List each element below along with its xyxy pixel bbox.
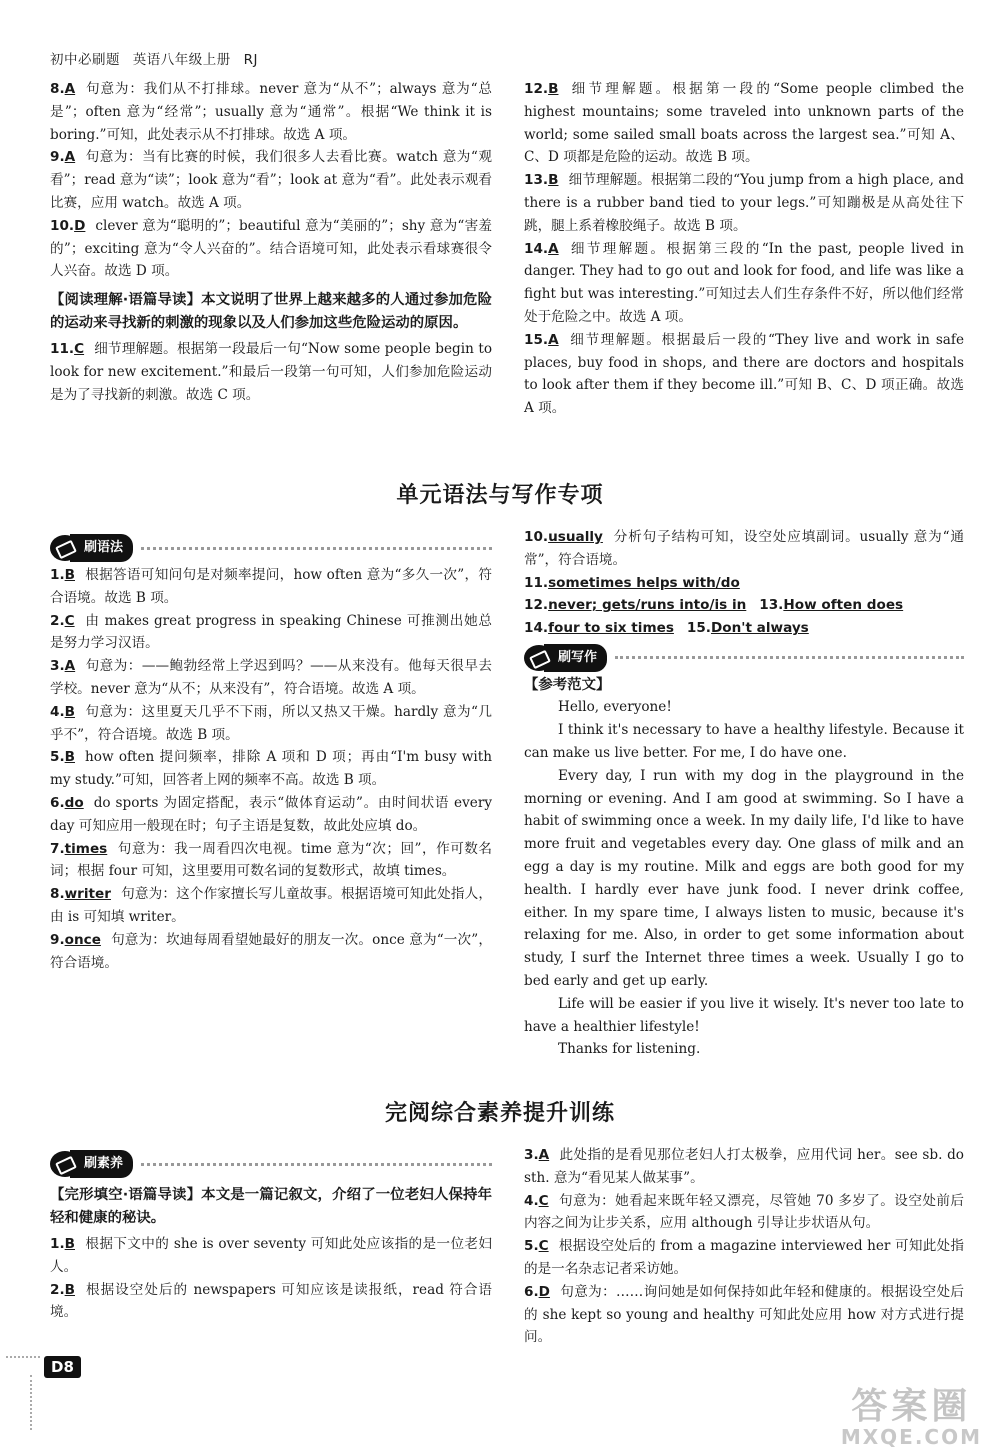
answer-item: 10.D clever 意为“聪明的”；beautiful 意为“美丽的”；shy 意为“害羞的”；exciting 意为“令人兴奋的”。结合语境可知，此处表示看球赛很令人兴奋。故选 D 项。 — [50, 217, 492, 280]
corner-dots — [6, 1356, 40, 1358]
answer-item: 13.B 细节理解题。根据第二段的“You jump from a high place, and there is a rubber band tied to your legs.”可知蹦极是从高处往下跳，腿上系着橡胶绳子。故选 B 项。 — [524, 172, 964, 234]
edition: RJ — [243, 52, 258, 68]
answer-item: 1.B 根据下文中的 she is over seventy 可知此处应该指的是一位老妇人。 — [50, 1236, 492, 1275]
grammar-badge: 刷语法 — [50, 534, 492, 562]
page-number: D8 — [44, 1356, 81, 1378]
answer-item: 14.A 细节理解题。根据第三段的“In the past, people lived in danger. They had to go out and look for food, and life was like a fight but was interesting.”可知过去人们生存条件不好，所以他们经常处于危险之中。故选 A 项。 — [524, 240, 964, 325]
essay-paragraph: Thanks for listening. — [558, 1041, 701, 1058]
book-title: 英语八年级上册 — [132, 52, 231, 68]
brush-icon — [524, 645, 554, 671]
page-header — [50, 48, 266, 68]
grammar-column — [50, 534, 492, 974]
essay-paragraph: Every day, I run with my dog in the playground in the morning or evening. And I am good at swimming. So I have a habit of swimming once a week. In my daily life, I'd like to have more fruit and vegetables every day. One glass of milk and an egg a day is my routine. Milk and eggs are both good for my health. I hardly ever have junk food. I never drink coffee, either. In my spare time, I always listen to music, because it's relaxing for me. Also, in order to get some information about study, I surf the Internet three times a week. Usually I go to bed early and get up early. — [524, 767, 964, 990]
corner-dots — [30, 1375, 32, 1430]
answer-item: 1.B 根据答语可知问句是对频率提问，how often 意为“多久一次”，符合语境。故选 B 项。 — [50, 567, 492, 606]
answer-item: 3.A 此处指的是看见那位老妇人打太极拳，应用代词 her。see sb. do sth. 意为“看见某人做某事”。 — [524, 1147, 964, 1186]
answer-item: 10.usually 分析句子结构可知，设空处应填副词。usually 意为“通常”，符合语境。 — [524, 529, 964, 568]
answer-item: 9.once 句意为：坎迪每周看望她最好的朋友一次。once 意为“一次”，符合语境。 — [50, 931, 492, 971]
reading-intro: 【阅读理解·语篇导读】本文说明了世界上越来越多的人通过参加危险的运动来寻找新的刺激的现象以及人们参加这些危险运动的原因。 — [50, 292, 492, 331]
series-title: 初中必刷题 — [50, 52, 120, 68]
essay-paragraph: Life will be easier if you live it wisely. It's never too late to have a healthier lifestyle! — [524, 995, 964, 1035]
writing-badge: 刷写作 — [524, 644, 964, 672]
answer-item: 2.C 由 makes great progress in speaking Chinese 可推测出她总是努力学习汉语。 — [50, 612, 492, 652]
top-right-column — [524, 78, 964, 420]
answer-item: 4.C 句意为：她看起来既年轻又漂亮，尽管她 70 多岁了。设空处前后内容之间为让步关系，应用 although 引导让步状语从句。 — [524, 1192, 964, 1232]
answer-item: 4.B 句意为：这里夏天几乎不下雨，所以又热又干燥。hardly 意为“几乎不”，符合语境。故选 B 项。 — [50, 703, 492, 743]
quality-badge: 刷素养 — [50, 1150, 492, 1178]
essay-paragraph: I think it's necessary to have a healthy lifestyle. Because it can make us live better. For me, I do have one. — [524, 722, 964, 762]
cloze-intro: 【完形填空·语篇导读】本文是一篇记叙文，介绍了一位老妇人保持年轻和健康的秘诀。 — [50, 1187, 492, 1226]
essay-paragraph: Hello, everyone! — [558, 699, 672, 716]
answer-item: 8.A 句意为：我们从不打排球。never 意为“从不”；always 意为“总是”；often 意为“经常”；usually 意为“通常”。根据“We think it is boring.”可知，此处表示从不打排球。故选 A 项。 — [50, 81, 492, 143]
brush-icon — [50, 535, 80, 561]
answer-item: 5.C 根据设空处后的 from a magazine interviewed her 可知此处指的是一名杂志记者采访她。 — [524, 1238, 964, 1277]
answer-item: 6.D 句意为：……询问她是如何保持如此年轻和健康的。根据设空处后的 she kept so young and healthy 可知此处应用 how 对方式进行提问。 — [524, 1283, 964, 1346]
answer-item: 2.B 根据设空处后的 newspapers 可知应该是读报纸，read 符合语境。 — [50, 1281, 492, 1321]
top-left-column — [50, 78, 492, 407]
answer-item: 12.B 细节理解题。根据第一段的“Some people climbed the highest mountains; some traveled into unknown parts of the world; some sailed small boats across the largest sea.”可知 A、C、D 项都是危险的运动。故选 B 项。 — [524, 81, 964, 166]
answer-item: 3.A 句意为：——鲍勃经常上学迟到吗？——从来没有。他每天很早去学校。never 意为“从不；从来没有”，符合语境。故选 A 项。 — [50, 658, 492, 697]
section-title: 完阅综合素养提升训练 — [384, 1101, 615, 1126]
answer-item: 11.C 细节理解题。根据第一段最后一句“Now some people begin to look for new excitement.”和最后一段第一句可知，人们参加危险运动是为了寻找新的刺激。故选 C 项。 — [50, 341, 492, 403]
cloze-right-column — [524, 1144, 964, 1349]
sample-label: 【参考范文】 — [524, 676, 611, 693]
section-title: 单元语法与写作专项 — [396, 483, 604, 508]
answer-item: 11.sometimes helps with/do — [524, 574, 740, 591]
writing-column — [524, 526, 964, 1061]
cloze-left-column — [50, 1150, 492, 1324]
answer-item: 7.times 句意为：我一周看四次电视。time 意为“次；回”，作可数名词；根据 four 可知，这里要用可数名词的复数形式，故填 times。 — [50, 840, 492, 880]
answer-item: 9.A 句意为：当有比赛的时候，我们很多人去看比赛。watch 意为“观看”；read 意为“读”；look 意为“看”；look at 意为“看”。此处表示观看比赛，应用 watch。故选 A 项。 — [50, 149, 492, 211]
answer-item: 14.four to six times 15.Don't always — [524, 620, 809, 637]
answer-item: 15.A 细节理解题。根据最后一段的“They live and work in safe places, buy food in shops, and there are doctors and hospitals to look after them if they become ill.”可知 B、C、D 项正确。故选 A 项。 — [524, 331, 964, 417]
answer-item: 8.writer 句意为：这个作家擅长写儿童故事。根据语境可知此处指人，由 is 可知填 writer。 — [50, 886, 492, 925]
brush-icon — [50, 1151, 80, 1177]
watermark-logo: 答案圈 MXQE.COM — [840, 1386, 982, 1449]
sample-essay — [524, 696, 964, 1061]
answer-item: 6.do do sports 为固定搭配，表示“做体育运动”。由时间状语 every day 可知应用一般现在时；句子主语是复数，故此处应填 do。 — [50, 794, 492, 834]
answer-item: 12.never; gets/runs into/is in 13.How often does — [524, 597, 904, 614]
answer-item: 5.B how often 提问频率，排除 A 项和 D 项；再由“I'm busy with my study.”可知，回答者上网的频率不高。故选 B 项。 — [50, 749, 492, 789]
